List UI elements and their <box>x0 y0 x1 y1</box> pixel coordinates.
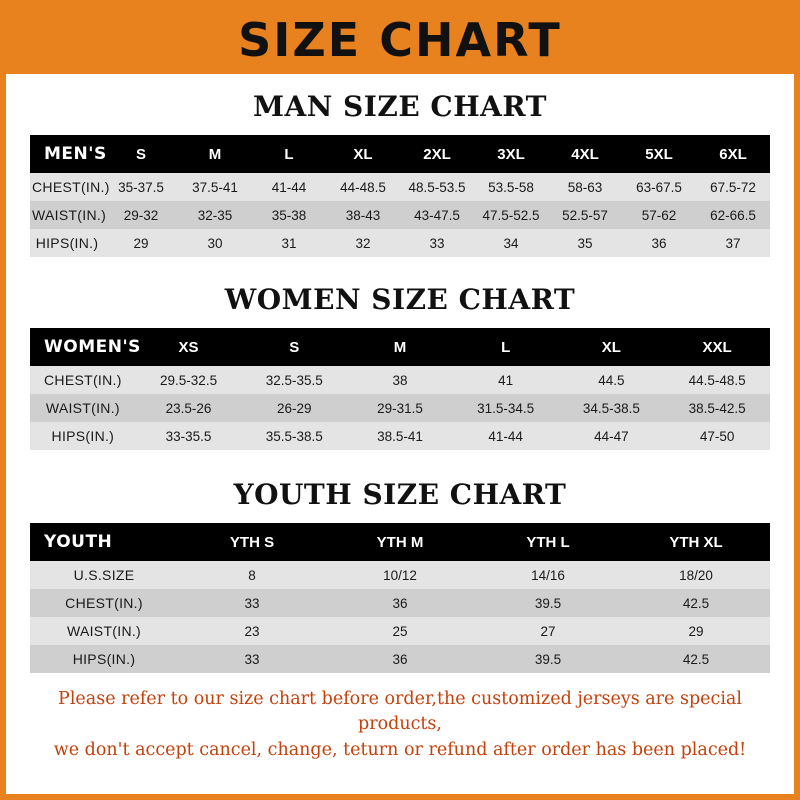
table-cell: 44.5-48.5 <box>688 372 746 388</box>
column-header: YTH XL <box>622 523 770 561</box>
column-header: 5XL <box>622 135 696 173</box>
page-banner <box>6 6 794 74</box>
table-cell: 37.5-41 <box>192 179 238 195</box>
table-cell: 38 <box>392 372 408 388</box>
column-header: YTH L <box>474 523 622 561</box>
table-cell: 30 <box>207 235 223 251</box>
women-size-table <box>30 328 770 450</box>
table-cell: 35.5-38.5 <box>265 428 323 444</box>
table-cell: 29-32 <box>123 207 159 223</box>
table-cell: 10/12 <box>383 567 417 583</box>
table-cell: 42.5 <box>682 595 710 611</box>
table-header-row <box>30 328 770 366</box>
youth-section-title: YOUTH SIZE CHART <box>233 478 567 511</box>
table-cell: 34 <box>503 235 519 251</box>
column-header: MEN'S <box>30 135 104 173</box>
table-row <box>30 645 770 673</box>
table-cell: 23 <box>244 623 260 639</box>
man-section-title: MAN SIZE CHART <box>253 90 547 123</box>
footer-note <box>24 687 776 763</box>
table-cell: 18/20 <box>679 567 713 583</box>
table-cell: 38.5-41 <box>377 428 423 444</box>
column-header: 6XL <box>696 135 770 173</box>
table-cell: 39.5 <box>534 595 562 611</box>
column-header: L <box>453 328 559 366</box>
table-cell: 33 <box>429 235 445 251</box>
table-cell: 53.5-58 <box>488 179 534 195</box>
table-cell: 33 <box>244 595 260 611</box>
row-label: WAIST(IN.) <box>45 400 120 416</box>
table-cell: 27 <box>540 623 556 639</box>
column-header: XXL <box>664 328 770 366</box>
table-cell: 29 <box>688 623 704 639</box>
table-cell: 39.5 <box>534 651 562 667</box>
table-cell: 25 <box>392 623 408 639</box>
column-header: S <box>104 135 178 173</box>
women-section-title: WOMEN SIZE CHART <box>224 283 576 316</box>
row-label: CHEST(IN.) <box>65 595 143 611</box>
table-cell: 52.5-57 <box>562 207 608 223</box>
table-row <box>30 617 770 645</box>
table-cell: 57-62 <box>641 207 677 223</box>
table-cell: 41-44 <box>488 428 523 444</box>
column-header: XL <box>559 328 665 366</box>
row-label: CHEST(IN.) <box>44 372 122 388</box>
table-cell: 8 <box>248 567 256 583</box>
column-header: WOMEN'S <box>30 328 136 366</box>
youth-size-table <box>30 523 770 673</box>
table-cell: 47.5-52.5 <box>482 207 540 223</box>
page-title: SIZE CHART <box>238 13 562 67</box>
table-cell: 44-48.5 <box>340 179 386 195</box>
table-cell: 37 <box>725 235 741 251</box>
table-row <box>30 394 770 422</box>
column-header: 3XL <box>474 135 548 173</box>
footer-line-2: we don't accept cancel, change, teturn or refund after order has been placed! <box>53 739 747 760</box>
table-cell: 43-47.5 <box>414 207 460 223</box>
table-cell: 32-35 <box>197 207 233 223</box>
table-cell: 35-37.5 <box>118 179 164 195</box>
table-cell: 34.5-38.5 <box>582 400 640 416</box>
table-cell: 41 <box>498 372 514 388</box>
table-cell: 62-66.5 <box>710 207 756 223</box>
table-cell: 36 <box>392 651 408 667</box>
table-cell: 41-44 <box>271 179 307 195</box>
row-label: WAIST(IN.) <box>32 207 107 223</box>
row-label: CHEST(IN.) <box>32 179 110 195</box>
table-row <box>30 589 770 617</box>
table-row <box>30 173 770 201</box>
youth-size-section <box>6 478 794 673</box>
table-cell: 23.5-26 <box>165 400 212 416</box>
table-cell: 29 <box>133 235 149 251</box>
table-cell: 36 <box>651 235 667 251</box>
table-row <box>30 201 770 229</box>
table-cell: 31.5-34.5 <box>477 400 535 416</box>
row-label: WAIST(IN.) <box>66 623 142 639</box>
row-label: U.S.SIZE <box>73 567 135 583</box>
row-label: HIPS(IN.) <box>72 651 136 667</box>
table-cell: 38-43 <box>345 207 381 223</box>
column-header: YTH S <box>178 523 326 561</box>
man-size-section <box>6 90 794 257</box>
table-cell: 14/16 <box>531 567 565 583</box>
table-cell: 48.5-53.5 <box>408 179 466 195</box>
table-cell: 26-29 <box>276 400 312 416</box>
column-header: XS <box>136 328 242 366</box>
row-label: HIPS(IN.) <box>51 428 115 444</box>
table-header-row <box>30 523 770 561</box>
table-cell: 36 <box>392 595 408 611</box>
table-cell: 38.5-42.5 <box>688 400 746 416</box>
man-size-table <box>30 135 770 257</box>
row-label: HIPS(IN.) <box>35 235 99 251</box>
table-cell: 63-67.5 <box>636 179 682 195</box>
table-row <box>30 561 770 589</box>
table-cell: 33-35.5 <box>165 428 212 444</box>
column-header: S <box>241 328 347 366</box>
table-cell: 32.5-35.5 <box>265 372 323 388</box>
column-header: XL <box>326 135 400 173</box>
column-header: 4XL <box>548 135 622 173</box>
table-cell: 32 <box>355 235 371 251</box>
column-header: M <box>347 328 453 366</box>
table-cell: 31 <box>281 235 297 251</box>
table-cell: 67.5-72 <box>710 179 756 195</box>
women-size-section <box>6 283 794 450</box>
table-cell: 35-38 <box>271 207 307 223</box>
table-row <box>30 229 770 257</box>
table-row <box>30 366 770 394</box>
column-header: YTH M <box>326 523 474 561</box>
table-cell: 47-50 <box>699 428 735 444</box>
table-cell: 29.5-32.5 <box>160 372 218 388</box>
column-header: M <box>178 135 252 173</box>
table-cell: 44-47 <box>594 428 629 444</box>
column-header: YOUTH <box>30 523 178 561</box>
table-cell: 42.5 <box>682 651 710 667</box>
table-row <box>30 422 770 450</box>
column-header: 2XL <box>400 135 474 173</box>
footer-line-1: Please refer to our size chart before order,the customized jerseys are special products, <box>58 689 742 735</box>
table-cell: 44.5 <box>598 372 625 388</box>
table-cell: 29-31.5 <box>377 400 423 416</box>
table-cell: 33 <box>244 651 260 667</box>
column-header: L <box>252 135 326 173</box>
table-cell: 35 <box>577 235 593 251</box>
table-cell: 58-63 <box>567 179 603 195</box>
table-header-row <box>30 135 770 173</box>
